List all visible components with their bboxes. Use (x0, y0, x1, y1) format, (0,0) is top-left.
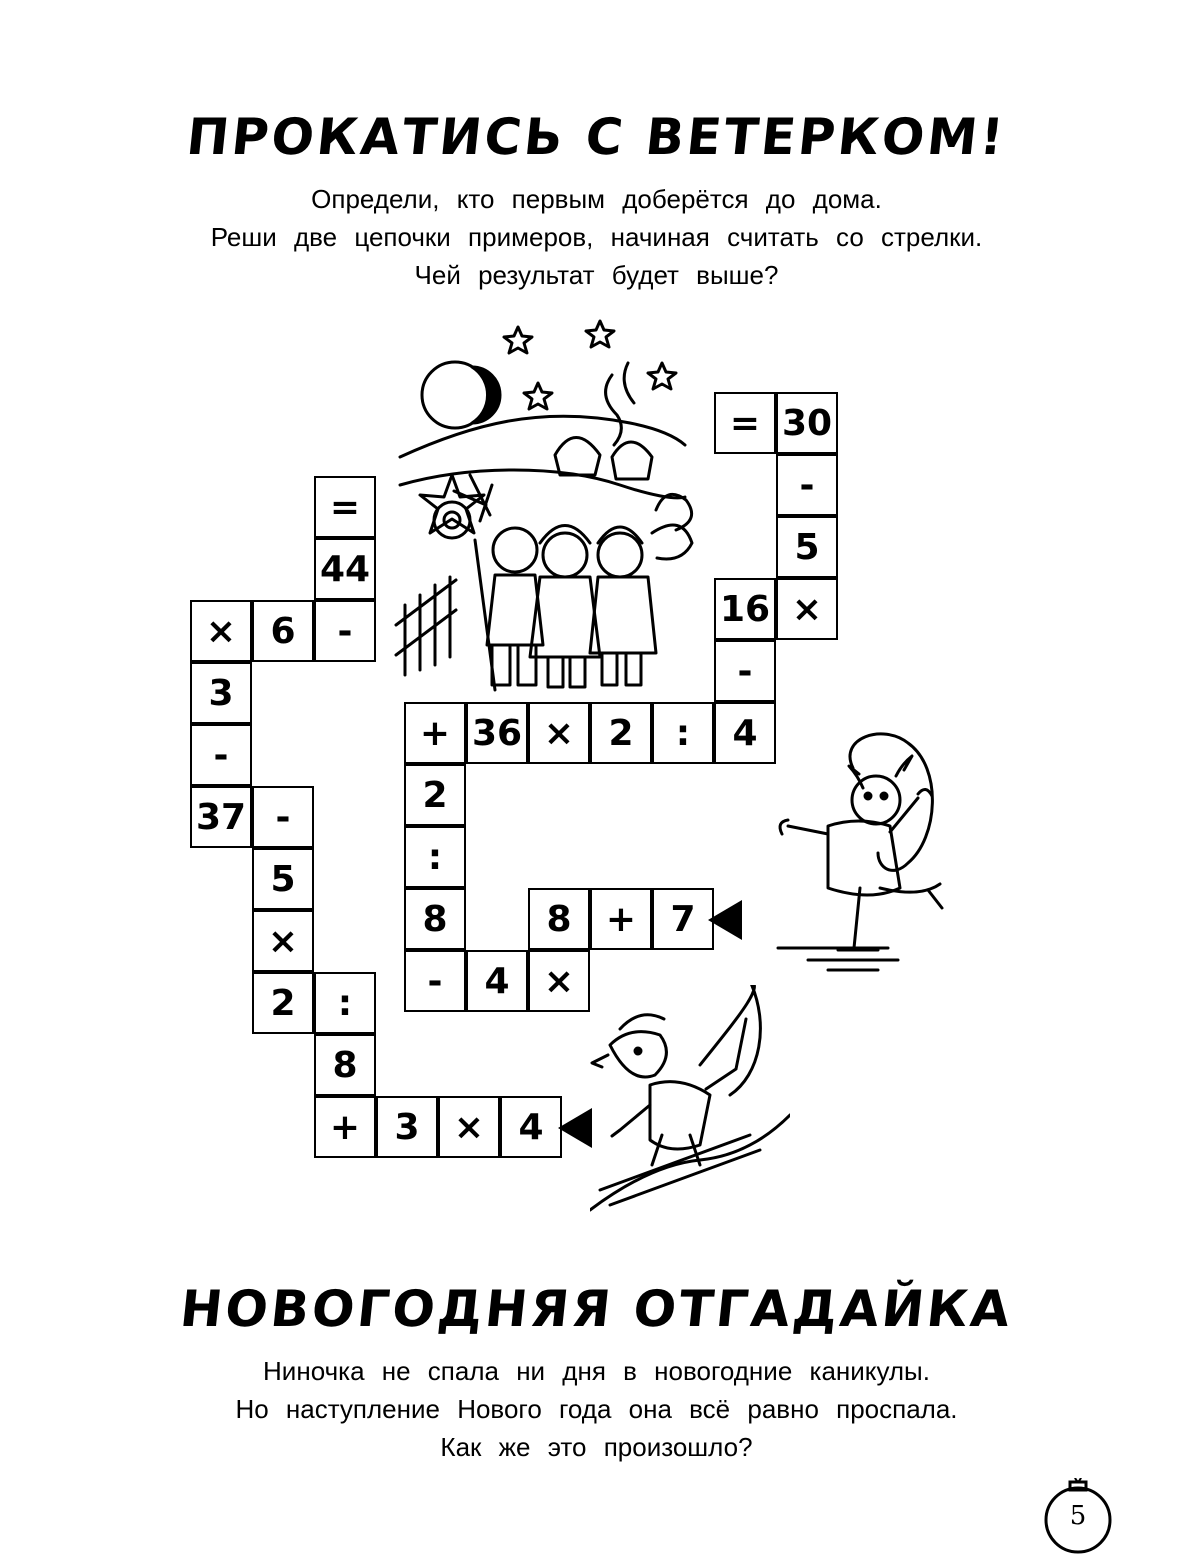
section-title-ride: ПРОКАТИСЬ С ВЕТЕРКОМ! (183, 108, 1010, 166)
riddle-text (0, 1352, 1193, 1466)
right-chain-cell: 2 (590, 702, 652, 764)
instruction-line: Чей результат будет выше? (414, 260, 779, 290)
right-chain-cell: = (714, 392, 776, 454)
instruction-line: Реши две цепочки примеров, начиная считать со стрелки. (210, 222, 983, 252)
left-chain-cell: 3 (190, 662, 252, 724)
left-chain-cell: = (314, 476, 376, 538)
left-chain-cell: 5 (252, 848, 314, 910)
riddle-line: Но наступление Нового года она всё равно проспала. (235, 1394, 958, 1424)
instruction-line: Определи, кто первым доберётся до дома. (311, 184, 882, 214)
left-chain-cell: 3 (376, 1096, 438, 1158)
right-chain-cell: 8 (404, 888, 466, 950)
carolers-village-illustration (380, 315, 710, 700)
page-number-ornament (1040, 1478, 1116, 1554)
right-chain-cell: 4 (714, 702, 776, 764)
riddle-line: Как же это произошло? (440, 1432, 753, 1462)
left-chain-cell: 6 (252, 600, 314, 662)
right-chain-cell: + (404, 702, 466, 764)
right-chain-start-arrow (708, 900, 742, 940)
right-chain-cell: 36 (466, 702, 528, 764)
riddle-line: Ниночка не спала ни дня в новогодние каникулы. (263, 1356, 930, 1386)
right-chain-cell: : (652, 702, 714, 764)
ride-instructions (0, 180, 1193, 294)
right-chain-cell: : (404, 826, 466, 888)
right-chain-cell: 30 (776, 392, 838, 454)
left-chain-cell: 37 (190, 786, 252, 848)
right-chain-cell: 5 (776, 516, 838, 578)
left-chain-cell: 2 (252, 972, 314, 1034)
right-chain-cell: - (404, 950, 466, 1012)
page-number: 5 (1069, 1501, 1087, 1531)
right-chain-cell: 8 (528, 888, 590, 950)
right-chain-cell: - (714, 640, 776, 702)
left-chain-cell: × (252, 910, 314, 972)
right-chain-cell: 2 (404, 764, 466, 826)
right-chain-cell: × (528, 950, 590, 1012)
left-chain-cell: : (314, 972, 376, 1034)
right-chain-cell: × (528, 702, 590, 764)
left-chain-cell: 4 (500, 1096, 562, 1158)
right-chain-cell: 7 (652, 888, 714, 950)
right-chain-cell: + (590, 888, 652, 950)
right-chain-cell: 16 (714, 578, 776, 640)
left-chain-cell: - (190, 724, 252, 786)
skiing-fox-illustration (590, 985, 790, 1220)
right-chain-cell: × (776, 578, 838, 640)
skating-squirrel-illustration (768, 728, 948, 973)
left-chain-cell: 44 (314, 538, 376, 600)
left-chain-cell: + (314, 1096, 376, 1158)
right-chain-cell: 4 (466, 950, 528, 1012)
left-chain-cell: - (314, 600, 376, 662)
left-chain-start-arrow (558, 1108, 592, 1148)
left-chain-cell: 8 (314, 1034, 376, 1096)
left-chain-cell: - (252, 786, 314, 848)
left-chain-cell: × (438, 1096, 500, 1158)
section-title-riddle: НОВОГОДНЯЯ ОТГАДАЙКА (177, 1280, 1016, 1338)
left-chain-cell: × (190, 600, 252, 662)
right-chain-cell: - (776, 454, 838, 516)
